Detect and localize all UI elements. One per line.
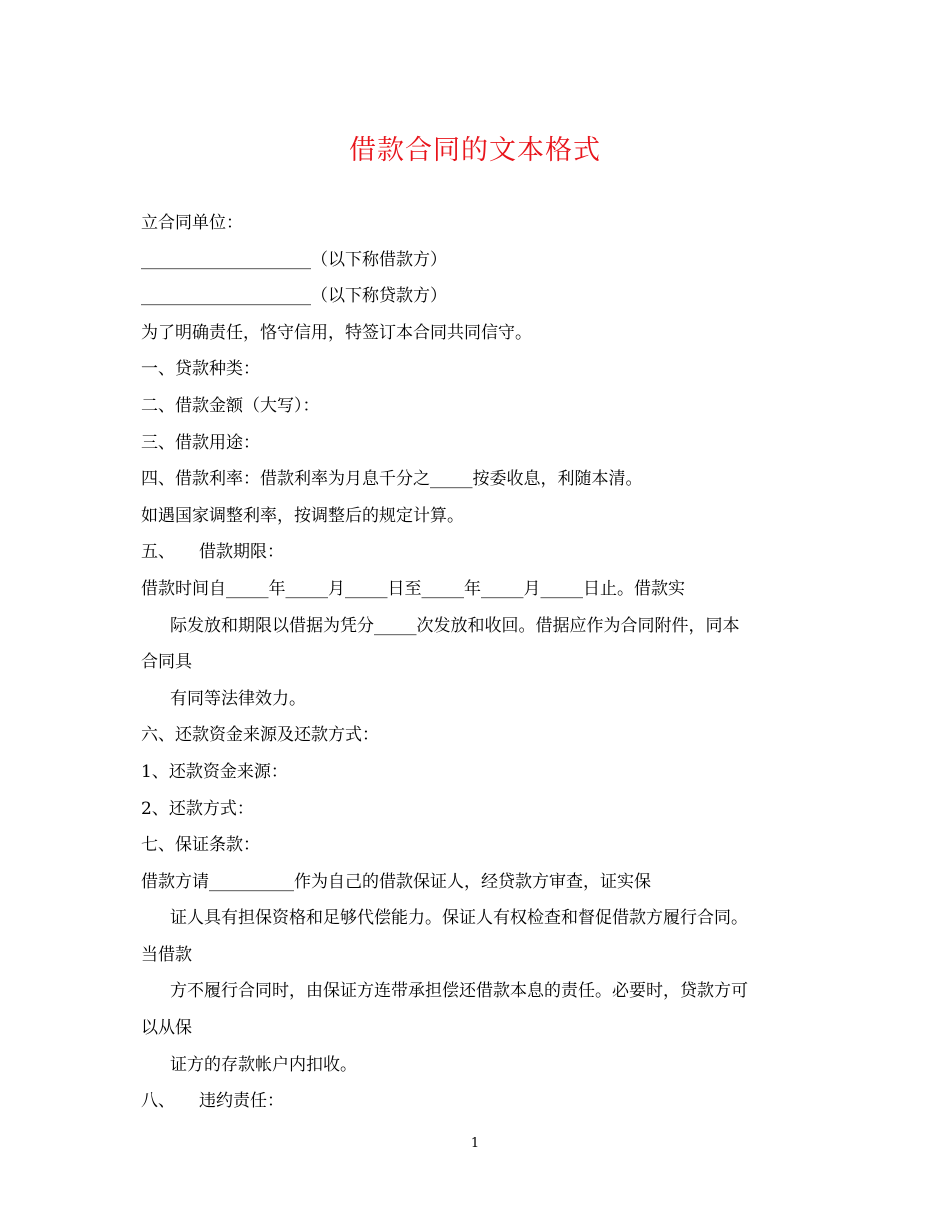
clause-interest-rate: 四、借款利率：借款利率为月息千分之_____按委收息，利随本清。 (141, 469, 643, 490)
clause-loan-purpose: 三、借款用途： (141, 432, 260, 453)
loan-term-text: 借款时间自_____年_____月_____日至_____年_____月_____日止。借款实 (141, 578, 685, 599)
guarantee-text: 当借款 (141, 944, 192, 965)
borrower-line: ____________________（以下称借款方） (141, 249, 447, 270)
clause-label: 违约责任： (199, 1091, 284, 1112)
interest-adjustment-text: 如遇国家调整利率，按调整后的规定计算。 (141, 505, 464, 526)
clause-loan-type: 一、贷款种类： (141, 359, 260, 380)
clause-number: 八、 (141, 1091, 175, 1112)
guarantee-text: 证方的存款帐户内扣收。 (170, 1054, 357, 1075)
clause-label: 借款期限： (199, 542, 284, 563)
clause-loan-amount: 二、借款金额（大写）： (141, 395, 320, 416)
preamble-text: 为了明确责任，恪守信用，特签订本合同共同信守。 (141, 322, 532, 343)
clause-breach-heading (141, 1083, 811, 1120)
clause-number: 五、 (141, 542, 175, 563)
clause-repayment: 六、还款资金来源及还款方式： (141, 725, 379, 746)
guarantee-text: 方不履行合同时，由保证方连带承担偿还借款本息的责任。必要时，贷款方可 (170, 981, 748, 1002)
guarantee-text: 以从保 (141, 1018, 192, 1039)
clause-guarantee: 七、保证条款： (141, 835, 260, 856)
contract-parties-heading: 立合同单位： (141, 213, 243, 233)
repayment-source: 1、还款资金来源： (141, 761, 288, 782)
page-number: 1 (470, 1136, 480, 1151)
lender-line: ____________________（以下称贷款方） (141, 286, 447, 307)
loan-term-text: 有同等法律效力。 (170, 688, 306, 709)
document-title: 借款合同的文本格式 (349, 135, 601, 166)
repayment-method: 2、还款方式： (141, 798, 254, 819)
loan-term-text: 合同具 (141, 652, 192, 673)
guarantee-text: 借款方请__________作为自己的借款保证人，经贷款方审查，证实保 (141, 871, 651, 892)
loan-term-text: 际发放和期限以借据为凭分_____次发放和收回。借据应作为合同附件，同本 (170, 615, 740, 636)
clause-loan-term-heading (141, 534, 811, 571)
guarantee-text: 证人具有担保资格和足够代偿能力。保证人有权检查和督促借款方履行合同。 (170, 908, 748, 929)
document-body (141, 205, 811, 1120)
